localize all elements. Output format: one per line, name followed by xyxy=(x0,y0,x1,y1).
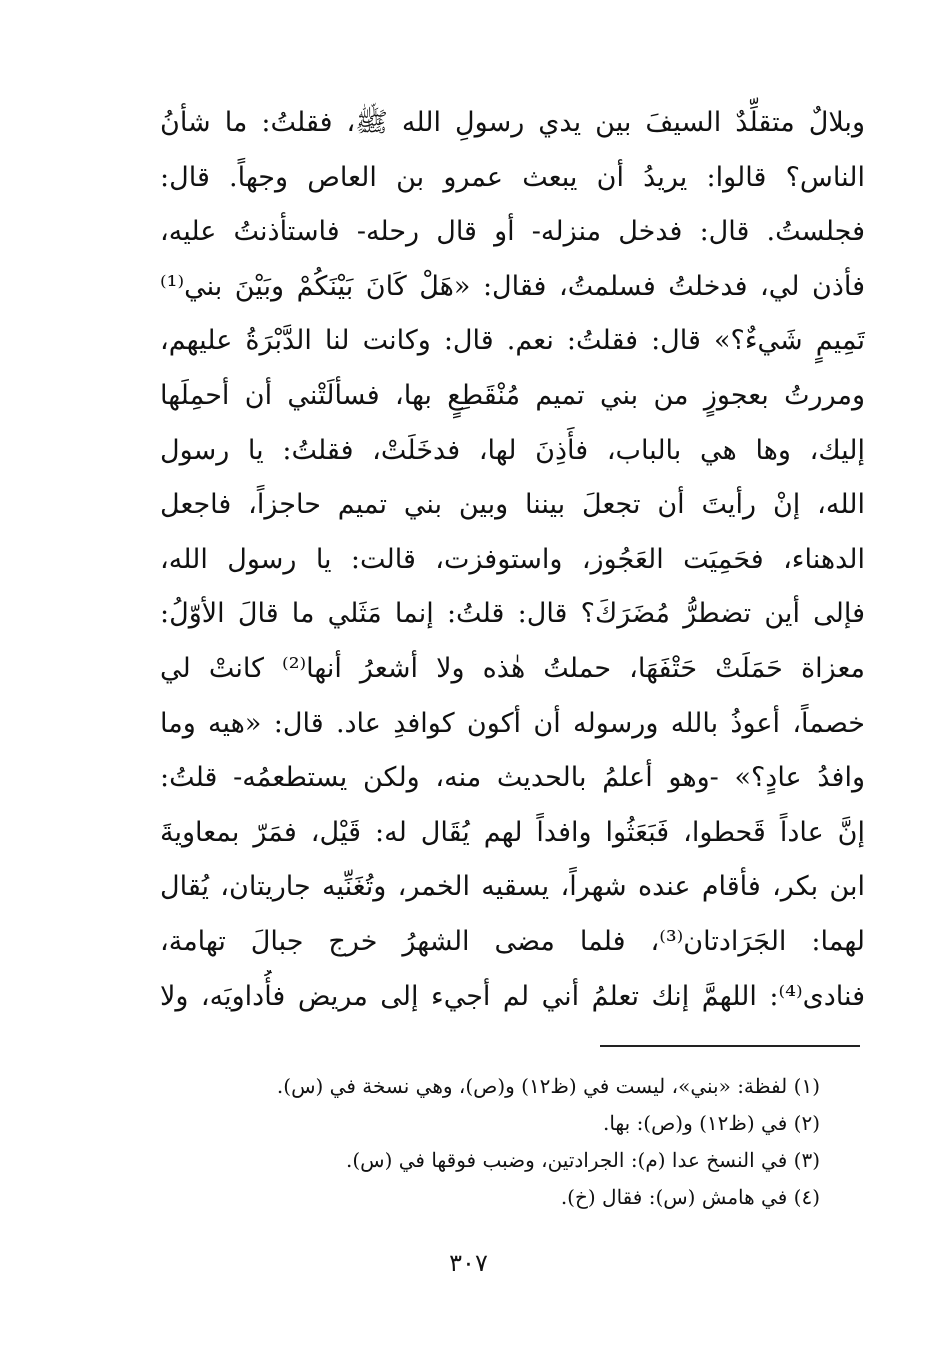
text-line-6: ومررتُ بعجوزٍ من بني تميم مُنْقَطِعٍ بها، فسألَتْني أن أحمِلَها xyxy=(160,379,865,411)
text-line-9: الدهناء، فحَمِيَت العَجُوز، واستوفزت، قالت: يا رسول الله، xyxy=(160,543,865,575)
footnote-4: (٤) في هامش (س): فقال (خ). xyxy=(560,1185,820,1209)
text-line-14: إنَّ عاداً قَحطوا، فَبَعَثُوا وافداً لهم يُقَال له: قَيْل، فمَرّ بمعاويةَ xyxy=(160,816,865,848)
text-line-10: فإلى أين تضطرُّ مُضَرَكَ؟ قال: قلتُ: إنما مَثَلي ما قالَ الأوّلُ: xyxy=(160,598,865,630)
footnote-1: (١) لفظة: «بني»، ليست في (ظ١٢) و(ص)، وهي نسخة في (س). xyxy=(276,1074,820,1098)
text-line-11: معزاة حَمَلَتْ حَتْفَهَا، حملتُ هٰذه ولا أشعرُ أنها⁽²⁾ كانتْ لي xyxy=(160,652,865,684)
main-text xyxy=(160,96,865,1024)
text-line-7: إليك، وها هي بالباب، فأَذِنَ لها، فدخَلَتْ، فقلتُ: يا رسول xyxy=(160,434,865,466)
text-line-16: لهما: الجَرَادتان⁽³⁾، فلما مضى الشهرُ خرج جبالَ تهامة، xyxy=(160,925,865,957)
text-line-12: خصماً، أعوذُ بالله ورسوله أن أكون كوافدِ عاد. قال: «هيه وما xyxy=(160,707,865,739)
text-line-3: فجلستُ. قال: فدخل منزله- أو قال رحله- فاستأذنتُ عليه، xyxy=(160,216,865,248)
text-line-2: الناس؟ قالوا: يريدُ أن يبعث عمرو بن العاص وجهاً. قال: xyxy=(160,161,865,193)
text-line-15: ابن بكر، فأقام عنده شهراً، يسقيه الخمر، وتُغَنِّيه جاريتان، يُقال xyxy=(160,871,865,903)
text-line-5: تَمِيمٍ شَيءٌ؟» قال: فقلتُ: نعم. قال: وكانت لنا الدَّبْرَةُ عليهم، xyxy=(160,325,865,357)
text-line-8: الله، إنْ رأيتَ أن تجعلَ بيننا وبين بني تميم حاجزاً، فاجعل xyxy=(160,489,865,521)
text-line-4: فأذن لي، فدخلتُ فسلمتُ، فقال: «هَلْ كَانَ بَيْنَكُمْ وبَيْنَ بني⁽¹⁾ xyxy=(160,270,865,302)
footnote-3: (٣) في النسخ عدا (م): الجرادتين، وضبب فوقها في (س). xyxy=(346,1148,820,1172)
footnote-2: (٢) في (ظ١٢) و(ص): بها. xyxy=(602,1111,820,1135)
page-number: ٣٠٧ xyxy=(449,1249,488,1277)
footnote-divider xyxy=(600,1045,860,1047)
text-line-1: وبلالٌ متقلِّدٌ السيفَ بين يدي رسولِ الله ﷺ، فقلتُ: ما شأنُ xyxy=(160,107,865,138)
text-line-13: وافدُ عادٍ؟» -وهو أعلمُ بالحديث منه، ولكن يستطعمُه- قلتُ: xyxy=(160,762,865,794)
text-line-17: فنادى⁽⁴⁾: اللهمَّ إنك تعلمُ أني لم أجيء إلى مريض فأُداويَه، ولا xyxy=(160,980,865,1012)
footnotes xyxy=(160,1068,820,1216)
